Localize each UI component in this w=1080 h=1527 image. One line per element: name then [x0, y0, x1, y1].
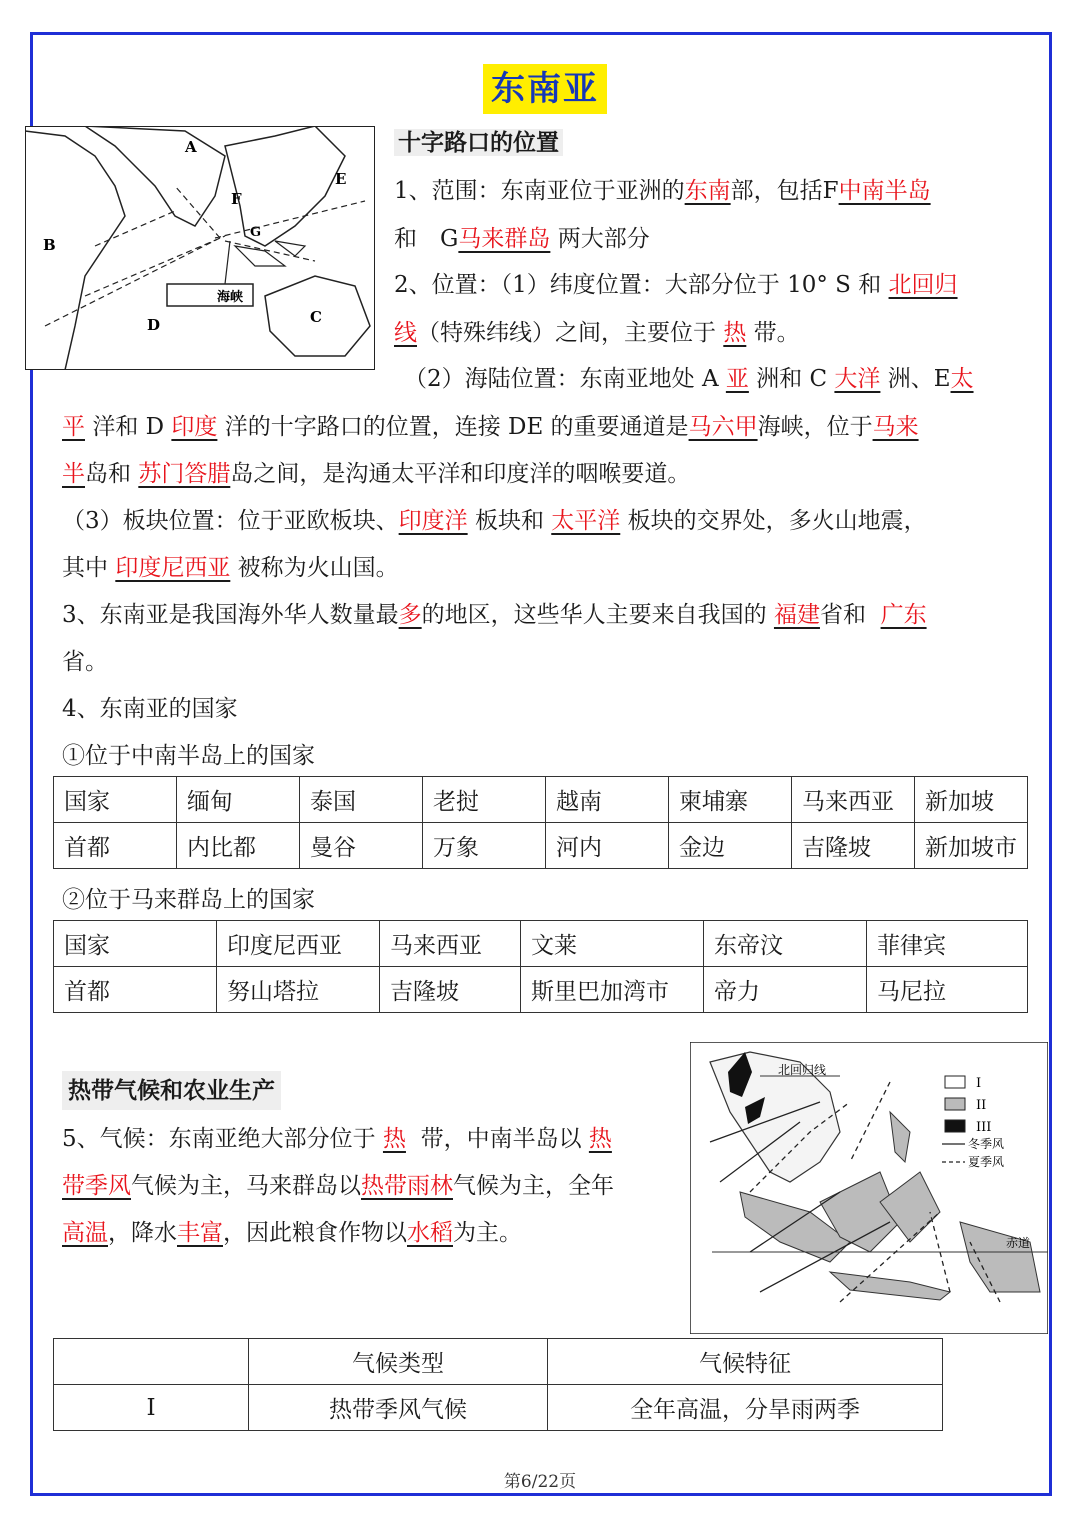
crossroads-map: [25, 126, 375, 370]
item2c-line1: （3）板块位置：位于亚欧板块、印度洋 板块和 太平洋 板块的交界处，多火山地震，: [62, 508, 927, 534]
page-footer: 第6/22页: [503, 1472, 577, 1492]
item2-line1: 2、位置：（1）纬度位置：大部分位于 10° S 和 北回归: [394, 272, 958, 298]
map1-label-d: D: [147, 316, 161, 334]
table-indochina-countries: [53, 776, 1028, 869]
tropic-label: 北回归线: [778, 1063, 827, 1077]
item2c-line2: 其中 印度尼西亚 被称为火山国。: [62, 555, 399, 581]
item1-line1: 1、范围：东南亚位于亚洲的东南部，包括F中南半岛: [394, 178, 931, 204]
table-malay-archipelago-countries: [53, 920, 1028, 1013]
table-row: 国家 印度尼西亚 马来西亚 文莱 东帝汶 菲律宾: [54, 921, 1028, 967]
table-row: 首都 内比都 曼谷 万象 河内 金边 吉隆坡 新加坡市: [54, 823, 1028, 869]
map1-label-c: C: [310, 308, 322, 326]
climate-map: [690, 1042, 1048, 1334]
legend-swatch-i: [945, 1076, 965, 1088]
map1-label-g: G: [250, 225, 262, 240]
legend-label-iii: III: [976, 1120, 992, 1135]
map1-label-b: B: [43, 236, 56, 254]
sub1-heading: ①位于中南半岛上的国家: [62, 743, 315, 769]
table-row: 首都 努山塔拉 吉隆坡 斯里巴加湾市 帝力 马尼拉: [54, 967, 1028, 1013]
table-row: I 热带季风气候 全年高温，分旱雨两季: [54, 1385, 943, 1431]
legend-label-winter: 冬季风: [968, 1137, 1005, 1151]
sub2-heading: ②位于马来群岛上的国家: [62, 887, 315, 913]
item5-line2: 带季风气候为主，马来群岛以热带雨林气候为主，全年: [62, 1173, 614, 1199]
legend-label-summer: 夏季风: [968, 1155, 1005, 1169]
item3-line1: 3、东南亚是我国海外华人数量最多的地区，这些华人主要来自我国的 福建省和 广东: [62, 602, 927, 628]
legend-swatch-ii: [945, 1098, 965, 1110]
legend-label-i: I: [976, 1076, 982, 1091]
item2-line2: 线（特殊纬线）之间，主要位于 热 带。: [394, 320, 800, 346]
item5-line3: 高温，降水丰富，因此粮食作物以水稻为主。: [62, 1220, 522, 1246]
map1-label-e: E: [335, 170, 347, 188]
table-row: 气候类型 气候特征: [54, 1339, 943, 1385]
section1-heading: 十字路口的位置: [394, 128, 563, 158]
table-climate: [53, 1338, 943, 1431]
item4-heading: 4、东南亚的国家: [62, 696, 238, 722]
legend-swatch-iii: [945, 1120, 965, 1132]
item3-line2: 省。: [62, 649, 108, 675]
page-title: 东南亚: [483, 64, 607, 114]
equator-label: 赤道: [1006, 1236, 1031, 1250]
item2b-line3: 半岛和 苏门答腊岛之间，是沟通太平洋和印度洋的咽喉要道。: [62, 461, 691, 487]
item5-line1: 5、气候：东南亚绝大部分位于 热 带，中南半岛以 热: [62, 1126, 612, 1152]
item1-line2: 和 G马来群岛 两大部分: [394, 226, 650, 252]
map1-label-a: A: [185, 138, 197, 156]
item2b-line2: 平 洋和 D 印度 洋的十字路口的位置，连接 DE 的重要通道是马六甲海峡，位于马来: [62, 414, 919, 440]
map1-label-f: F: [231, 190, 242, 208]
strait-label: 海峡: [217, 290, 244, 305]
legend-label-ii: II: [976, 1098, 987, 1113]
item2b-line1: （2）海陆位置：东南亚地处 A 亚 洲和 C 大洋 洲、E太: [404, 366, 974, 392]
table-row: 国家 缅甸 泰国 老挝 越南 柬埔寨 马来西亚 新加坡: [54, 777, 1028, 823]
section2-heading: 热带气候和农业生产: [62, 1076, 281, 1106]
